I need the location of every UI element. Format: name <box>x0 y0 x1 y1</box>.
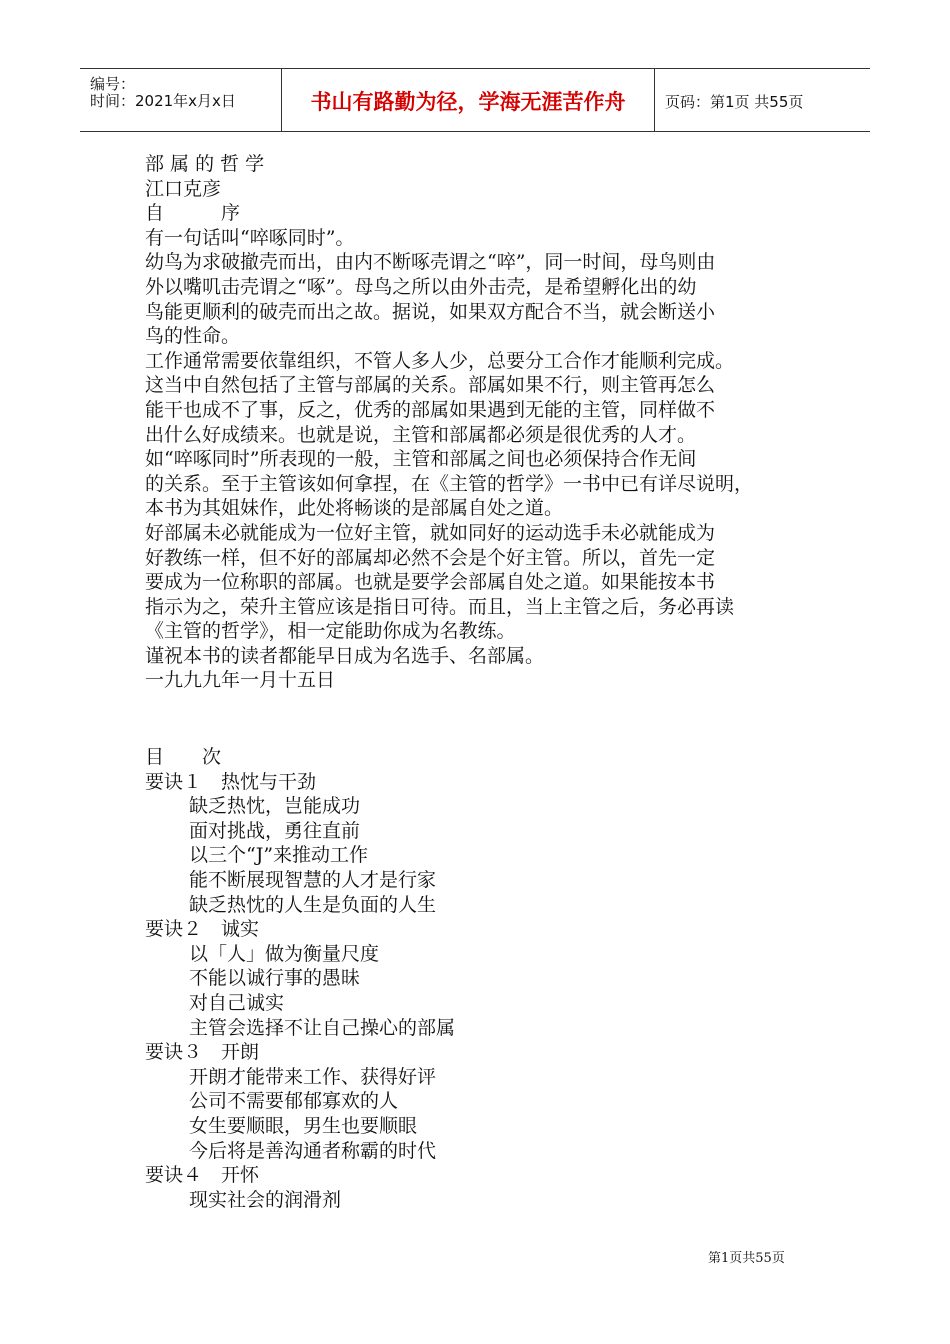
text-line: 江口克彦 <box>145 177 222 200</box>
toc-item: 主管会选择不让自己操心的部属 <box>189 1016 456 1039</box>
table-of-contents <box>145 770 825 1213</box>
document-number-label: 编号： <box>90 75 136 93</box>
toc-item: 不能以诚行事的愚昧 <box>189 967 361 990</box>
text-line: 部 属 的 哲 学 <box>145 153 265 175</box>
toc-item: 以「人」做为衡量尺度 <box>189 942 380 965</box>
text-line: 本书为其姐妹作，此处将畅谈的是部属自处之道。 <box>145 497 564 520</box>
section-spacer <box>145 693 825 745</box>
text-line: 一九九九年一月十五日 <box>145 669 336 692</box>
text-line: 指示为之，荣升主管应该是指日可待。而且，当上主管之后，务必再读 <box>145 595 735 618</box>
text-line: 自 序 <box>145 202 241 225</box>
document-body <box>145 152 825 1212</box>
toc-heading: 要诀４ 开怀 <box>145 1164 260 1187</box>
document-time-label: 时间：2021年x月x日 <box>90 92 236 110</box>
text-line: 有一句话叫“啐啄同时”。 <box>145 226 355 249</box>
header-motto-cell <box>281 69 655 131</box>
text-line: 的关系。至于主管该如何拿捏，在《主管的哲学》一书中已有详尽说明， <box>145 472 754 495</box>
text-line: 好教练一样，但不好的部属却必然不会是个好主管。所以，首先一定 <box>145 546 716 569</box>
text-line: 幼鸟为求破撤壳而出，由内不断啄壳谓之“啐”，同一时间，母鸟则由 <box>145 251 716 274</box>
toc-item: 缺乏热忱的人生是负面的人生 <box>189 893 437 916</box>
preface-section <box>145 152 825 693</box>
toc-item: 面对挑战，勇往直前 <box>189 819 361 842</box>
text-line: 谨祝本书的读者都能早日成为名选手、名部属。 <box>145 644 545 667</box>
text-line: 出什么好成绩来。也就是说，主管和部属都必须是很优秀的人才。 <box>145 423 697 446</box>
toc-heading: 要诀２ 诚实 <box>145 918 260 941</box>
text-line: 这当中自然包括了主管与部属的关系。部属如果不行，则主管再怎么 <box>145 374 716 397</box>
text-line: 《主管的哲学》，相一定能助你成为名教练。 <box>145 620 516 643</box>
header-right-cell <box>655 69 870 131</box>
toc-item: 对自己诚实 <box>189 992 285 1014</box>
header-left-cell <box>80 69 281 131</box>
text-line: 鸟的性命。 <box>145 325 241 348</box>
toc-heading: 要诀３ 开朗 <box>145 1041 260 1064</box>
toc-item: 公司不需要郁郁寡欢的人 <box>189 1090 399 1113</box>
page-footer: 第1页共55页 <box>708 1251 785 1266</box>
text-line: 好部属未必就能成为一位好主管，就如同好的运动选手未必就能成为 <box>145 521 716 544</box>
page-count-label: 页码：第1页 共55页 <box>665 93 804 111</box>
text-line: 要成为一位称职的部属。也就是要学会部属自处之道。如果能按本书 <box>145 571 716 594</box>
toc-title: 目 次 <box>145 746 222 769</box>
text-line: 外以嘴叽击壳谓之“啄”。母鸟之所以由外击壳，是希望孵化出的幼 <box>145 275 697 298</box>
text-line: 鸟能更顺利的破壳而出之故。据说，如果双方配合不当，就会断送小 <box>145 300 716 323</box>
toc-item: 缺乏热忱，岂能成功 <box>189 795 361 818</box>
toc-item: 女生要顺眼，男生也要顺眼 <box>189 1114 418 1137</box>
text-line: 工作通常需要依靠组织，不管人多人少，总要分工合作才能顺利完成。 <box>145 349 735 372</box>
header-table <box>80 68 870 132</box>
toc-item: 以三个“J”来推动工作 <box>189 844 369 867</box>
toc-item: 今后将是善沟通者称霸的时代 <box>189 1139 437 1162</box>
motto-text: 书山有路勤为径，学海无涯苦作舟 <box>310 90 626 114</box>
toc-heading: 要诀１ 热忱与干劲 <box>145 770 317 793</box>
text-line: 能干也成不了事，反之，优秀的部属如果遇到无能的主管，同样做不 <box>145 398 716 421</box>
toc-item: 能不断展现智慧的人才是行家 <box>189 869 437 892</box>
toc-item: 开朗才能带来工作、获得好评 <box>189 1065 437 1088</box>
toc-item: 现实社会的润滑剂 <box>189 1188 342 1211</box>
text-line: 如“啐啄同时”所表现的一般，主管和部属之间也必须保持合作无间 <box>145 448 697 471</box>
